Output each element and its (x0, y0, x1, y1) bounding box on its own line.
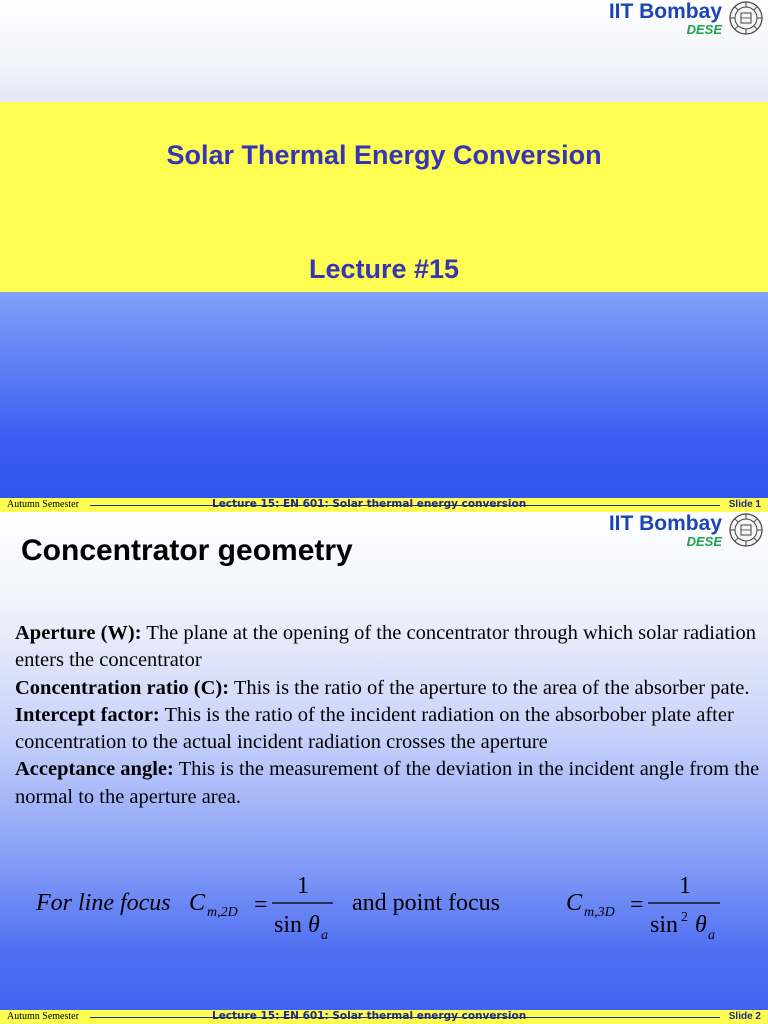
fraction-numerator: 1 (297, 873, 309, 899)
institute-name: IIT Bombay (608, 0, 722, 23)
definition-term: Intercept factor: (15, 703, 160, 726)
fraction-den-exponent: 2 (681, 910, 688, 925)
definition-text: This is the ratio of the incident radiation on the absorbober plate after concentration to the actual incident radiation crosses the aperture (15, 703, 734, 754)
institute-seal-icon (728, 512, 764, 548)
institute-logo (594, 0, 764, 40)
definition-text: This is the ratio of the aperture to the area of the absorber pate. (229, 676, 750, 699)
equation-prefix: For line focus (36, 890, 171, 916)
fraction-den-subscript: a (321, 928, 328, 943)
equals-sign: = (254, 892, 268, 918)
footer-lecture: Lecture 15: EN 601: Solar thermal energy conversion (212, 1010, 527, 1022)
definitions-list (15, 620, 760, 811)
equation-lhs-point: C (566, 890, 583, 916)
fraction-numerator: 1 (679, 873, 691, 899)
definition-text: This is the measurement of the deviation in the incident angle from the normal to the aperture area. (15, 758, 760, 808)
slide-2 (0, 512, 768, 1024)
slide-footer (0, 1010, 768, 1024)
equation-lhs-line: C (189, 890, 206, 916)
slide-footer (0, 498, 768, 512)
definition-intercept-factor (15, 702, 760, 757)
definition-term: Acceptance angle: (15, 758, 174, 781)
slide-title: Solar Thermal Energy Conversion (166, 140, 602, 170)
footer-semester: Autumn Semester (7, 499, 79, 510)
equals-sign: = (630, 892, 644, 918)
equation-connector: and point focus (352, 890, 500, 916)
definition-concentration-ratio (15, 675, 760, 702)
department-name: DESE (686, 22, 722, 37)
concentration-equations (0, 867, 768, 947)
footer-lecture: Lecture 15: EN 601: Solar thermal energy conversion (212, 498, 527, 510)
fraction-den-var: θ (695, 912, 707, 938)
equation-lhs-point-subscript: m,3D (584, 905, 615, 920)
definition-aperture (15, 620, 760, 675)
fraction-den-fn: sin (650, 912, 679, 938)
department-name: DESE (686, 534, 722, 549)
fraction-den-subscript: a (708, 928, 715, 943)
slide-heading: Concentrator geometry (21, 534, 353, 567)
footer-slide-number: Slide 2 (728, 1011, 761, 1022)
lecture-number: Lecture #15 (308, 254, 460, 284)
institute-logo (594, 512, 764, 552)
definition-term: Aperture (W): (15, 622, 142, 644)
institute-name: IIT Bombay (608, 512, 722, 535)
definition-text: The plane at the opening of the concentrator through which solar radiation enters the concentrator (15, 622, 756, 672)
footer-semester: Autumn Semester (7, 1011, 79, 1022)
footer-slide-number: Slide 1 (728, 499, 761, 510)
definition-term: Concentration ratio (C): (15, 676, 230, 699)
institute-seal-icon (728, 0, 764, 36)
fraction-den-fn: sin (274, 912, 303, 938)
equation-lhs-line-subscript: m,2D (207, 905, 238, 920)
fraction-den-var: θ (308, 912, 320, 938)
definition-acceptance-angle (15, 756, 760, 811)
